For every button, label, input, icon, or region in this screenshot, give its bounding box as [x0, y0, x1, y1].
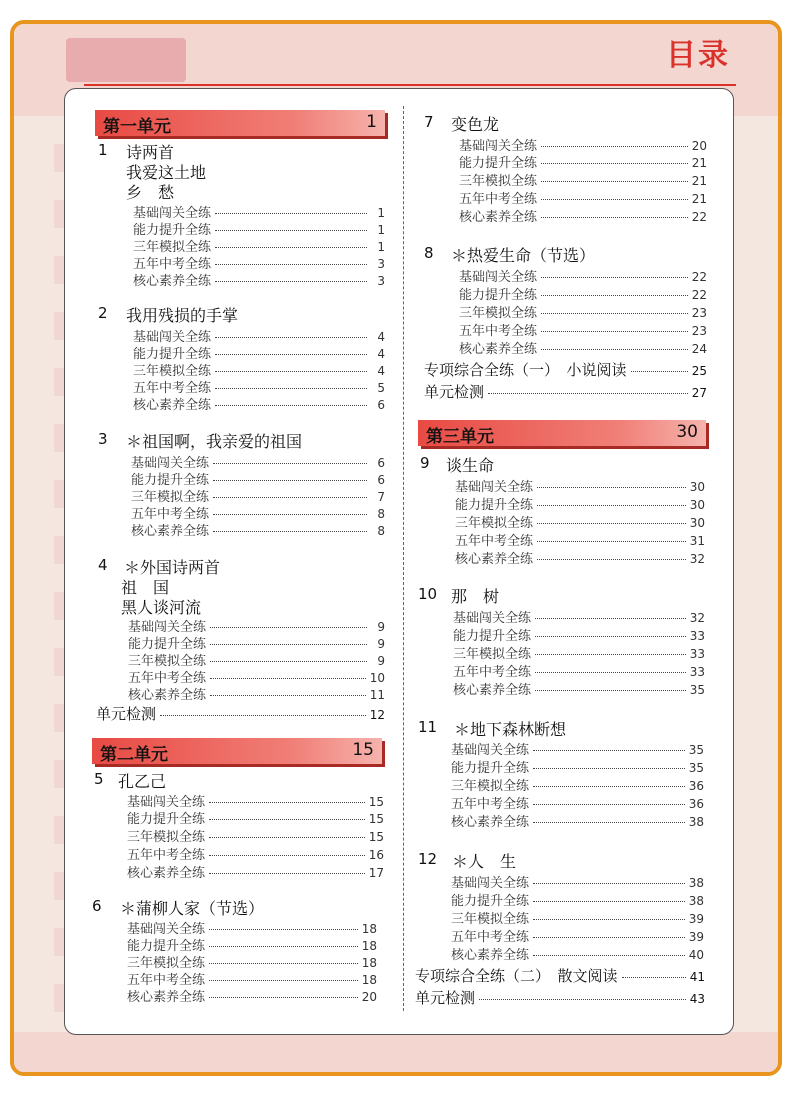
- toc-entry[interactable]: 五年中考全练 5: [133, 381, 385, 396]
- lesson-number: 12: [418, 850, 438, 868]
- toc-entry[interactable]: 三年模拟全练 9: [128, 654, 385, 669]
- toc-entry[interactable]: 核心素养全练 17: [127, 866, 384, 881]
- lesson-title[interactable]: 孔乙己: [118, 772, 167, 791]
- lesson-title[interactable]: 变色龙: [451, 115, 500, 134]
- toc-entry[interactable]: 五年中考全练 8: [131, 507, 385, 522]
- toc-entry[interactable]: 核心素养全练 8: [131, 524, 385, 539]
- unit-header-2[interactable]: [92, 738, 382, 764]
- logo: [66, 38, 186, 82]
- toc-entry[interactable]: 能力提升全练 38: [451, 894, 704, 909]
- toc-entry[interactable]: 能力提升全练 6: [131, 473, 385, 488]
- unit-header-1[interactable]: [95, 110, 385, 136]
- lesson-title[interactable]: ＊人 生: [452, 852, 517, 871]
- toc-entry[interactable]: 五年中考全练 31: [455, 534, 705, 549]
- toc-entry[interactable]: 核心素养全练 11: [128, 688, 385, 703]
- lesson-number: 6: [92, 897, 102, 915]
- lesson-number: 3: [98, 430, 108, 448]
- lesson-number: 7: [424, 113, 434, 131]
- page-title: 目录: [666, 38, 730, 73]
- toc-entry[interactable]: 能力提升全练 4: [133, 347, 385, 362]
- lesson-number: 5: [94, 770, 104, 788]
- lesson-title[interactable]: ＊地下森林断想: [454, 720, 567, 739]
- toc-entry[interactable]: 五年中考全练 36: [451, 797, 704, 812]
- toc-entry[interactable]: 核心素养全练 24: [459, 342, 707, 357]
- toc-entry[interactable]: 基础闯关全练 22: [459, 270, 707, 285]
- toc-entry[interactable]: 基础闯关全练 32: [453, 611, 705, 626]
- toc-entry[interactable]: 三年模拟全练 4: [133, 364, 385, 379]
- unit-title: 第三单元: [426, 427, 494, 447]
- toc-entry[interactable]: 核心素养全练 3: [133, 274, 385, 289]
- toc-entry[interactable]: 三年模拟全练 15: [127, 830, 384, 845]
- toc-entry[interactable]: 核心素养全练 20: [127, 990, 377, 1005]
- unit-test-entry[interactable]: 单元检测 12: [96, 705, 385, 723]
- toc-entry[interactable]: 基础闯关全练 6: [131, 456, 385, 471]
- toc-entry[interactable]: 基础闯关全练 30: [455, 480, 705, 495]
- toc-entry[interactable]: 五年中考全练 21: [459, 192, 707, 207]
- unit-title: 第一单元: [103, 117, 171, 137]
- column-divider: [403, 106, 404, 1011]
- toc-entry[interactable]: 能力提升全练 18: [127, 939, 377, 954]
- toc-entry[interactable]: 能力提升全练 21: [459, 156, 707, 171]
- lesson-title[interactable]: ＊热爱生命（节选）: [451, 246, 596, 265]
- toc-entry[interactable]: 能力提升全练 35: [451, 761, 704, 776]
- lesson-title[interactable]: 谈生命: [446, 456, 495, 475]
- toc-entry[interactable]: 基础闯关全练 1: [133, 206, 385, 221]
- footer-band: [14, 1032, 778, 1072]
- toc-entry[interactable]: 三年模拟全练 33: [453, 647, 705, 662]
- lesson-subtitle[interactable]: 祖 国: [121, 578, 170, 597]
- toc-entry[interactable]: 核心素养全练 40: [451, 948, 704, 963]
- unit-header-3[interactable]: [418, 420, 706, 446]
- toc-entry[interactable]: 五年中考全练 16: [127, 848, 384, 863]
- toc-entry[interactable]: 五年中考全练 23: [459, 324, 707, 339]
- toc-entry[interactable]: 三年模拟全练 23: [459, 306, 707, 321]
- toc-entry[interactable]: 五年中考全练 18: [127, 973, 377, 988]
- unit-title: 第二单元: [100, 745, 168, 765]
- lesson-title[interactable]: ＊祖国啊，我亲爱的祖国: [126, 432, 303, 451]
- lesson-number: 4: [98, 556, 108, 574]
- toc-entry[interactable]: 基础闯关全练 20: [459, 139, 707, 154]
- toc-entry[interactable]: 基础闯关全练 9: [128, 620, 385, 635]
- lesson-number: 9: [420, 454, 430, 472]
- lesson-title[interactable]: ＊蒲柳人家（节选）: [120, 899, 265, 918]
- lesson-number: 2: [98, 304, 108, 322]
- lesson-title[interactable]: 那 树: [451, 587, 500, 606]
- special-practice-entry[interactable]: 专项综合全练（一） 小说阅读 25: [424, 361, 707, 379]
- toc-entry[interactable]: 能力提升全练 30: [455, 498, 705, 513]
- unit-page: 1: [366, 112, 377, 132]
- toc-entry[interactable]: 能力提升全练 22: [459, 288, 707, 303]
- toc-entry[interactable]: 三年模拟全练 21: [459, 174, 707, 189]
- lesson-title[interactable]: ＊外国诗两首: [124, 558, 221, 577]
- lesson-number: 11: [418, 718, 438, 736]
- toc-entry[interactable]: 三年模拟全练 1: [133, 240, 385, 255]
- toc-entry[interactable]: 基础闯关全练 15: [127, 795, 384, 810]
- toc-entry[interactable]: 基础闯关全练 38: [451, 876, 704, 891]
- unit-test-entry[interactable]: 单元检测 43: [415, 989, 705, 1007]
- toc-entry[interactable]: 基础闯关全练 18: [127, 922, 377, 937]
- toc-entry[interactable]: 三年模拟全练 36: [451, 779, 704, 794]
- unit-test-entry[interactable]: 单元检测 27: [424, 383, 707, 401]
- special-practice-entry[interactable]: 专项综合全练（二） 散文阅读 41: [415, 967, 705, 985]
- unit-page: 15: [352, 740, 374, 760]
- toc-entry[interactable]: 五年中考全练 10: [128, 671, 385, 686]
- header-rule: [84, 84, 736, 86]
- toc-entry[interactable]: 五年中考全练 33: [453, 665, 705, 680]
- toc-entry[interactable]: 五年中考全练 3: [133, 257, 385, 272]
- toc-entry[interactable]: 核心素养全练 35: [453, 683, 705, 698]
- toc-entry[interactable]: 五年中考全练 39: [451, 930, 704, 945]
- lesson-subtitle[interactable]: 乡 愁: [126, 183, 175, 202]
- toc-entry[interactable]: 能力提升全练 9: [128, 637, 385, 652]
- toc-entry[interactable]: 核心素养全练 32: [455, 552, 705, 567]
- toc-entry[interactable]: 基础闯关全练 4: [133, 330, 385, 345]
- lesson-number: 10: [418, 585, 438, 603]
- toc-entry[interactable]: 三年模拟全练 18: [127, 956, 377, 971]
- toc-entry[interactable]: 三年模拟全练 7: [131, 490, 385, 505]
- lesson-title[interactable]: 诗两首: [126, 143, 175, 162]
- toc-entry[interactable]: 能力提升全练 1: [133, 223, 385, 238]
- toc-entry[interactable]: 基础闯关全练 35: [451, 743, 704, 758]
- lesson-number: 8: [424, 244, 434, 262]
- lesson-title[interactable]: 我用残损的手掌: [126, 306, 239, 325]
- toc-entry[interactable]: 能力提升全练 15: [127, 812, 384, 827]
- toc-entry[interactable]: 三年模拟全练 30: [455, 516, 705, 531]
- lesson-number: 1: [98, 141, 108, 159]
- lesson-subtitle[interactable]: 我爱这土地: [126, 163, 207, 182]
- toc-entry[interactable]: 核心素养全练 22: [459, 210, 707, 225]
- toc-entry[interactable]: 核心素养全练 6: [133, 398, 385, 413]
- toc-entry[interactable]: 三年模拟全练 39: [451, 912, 704, 927]
- unit-page: 30: [676, 422, 698, 442]
- toc-entry[interactable]: 核心素养全练 38: [451, 815, 704, 830]
- lesson-subtitle[interactable]: 黑人谈河流: [121, 598, 202, 617]
- toc-entry[interactable]: 能力提升全练 33: [453, 629, 705, 644]
